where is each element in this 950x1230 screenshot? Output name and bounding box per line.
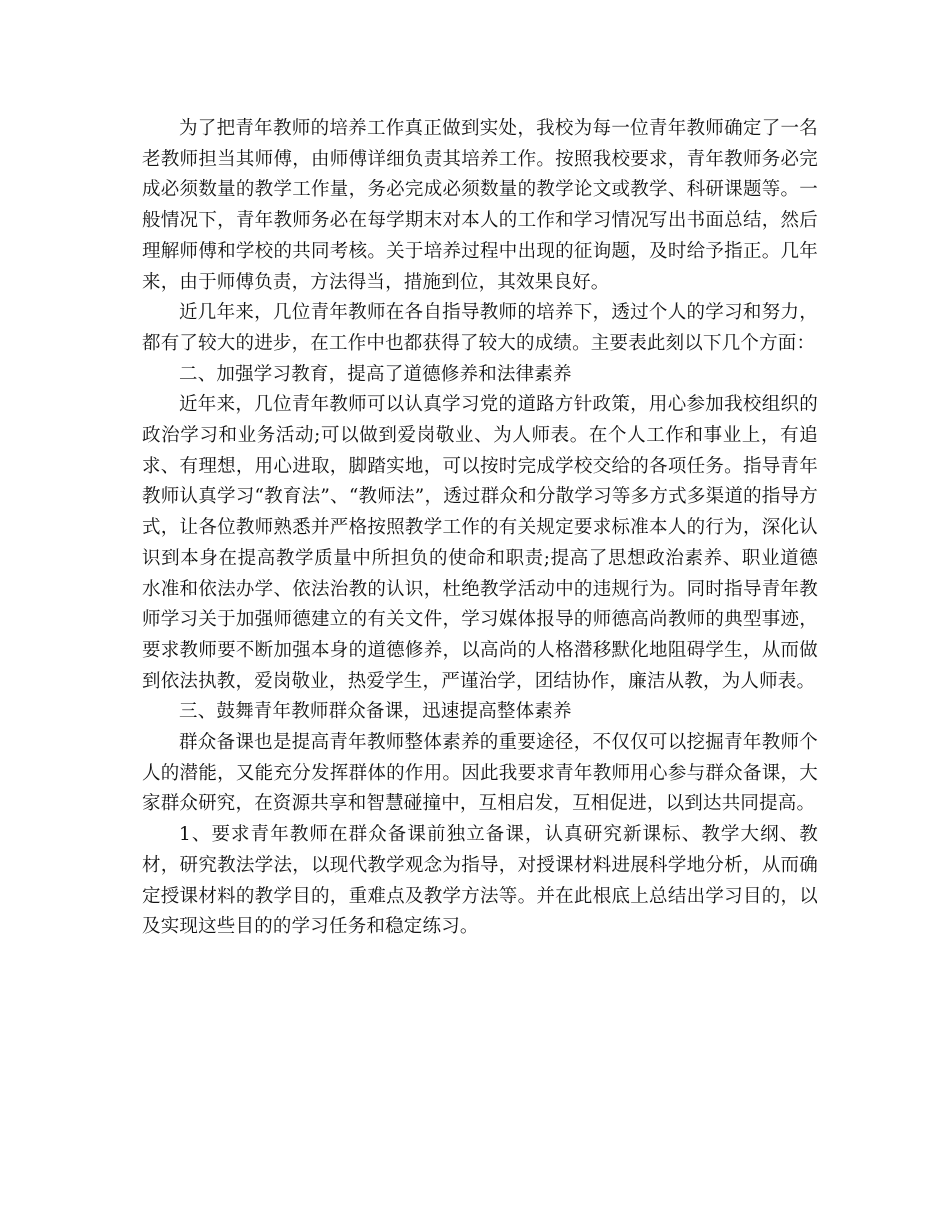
section-heading-2: 二、加强学习教育，提高了道德修养和法律素养 <box>179 363 572 385</box>
section-heading-3: 三、鼓舞青年教师群众备课，迅速提高整体素养 <box>179 701 572 723</box>
document-body <box>142 114 818 943</box>
paragraph-independent-prep: 1、要求青年教师在群众备课前独立备课，认真研究新课标、教学大纲、教材，研究教法学法，以现代教学观念为指导，对授课材料进展科学地分析，从而确定授课材料的教学目的，重难点及教学方法等。并在此根底上总结出学习目的，以及实现这些目的的学习任务和稳定练习。 <box>142 824 818 938</box>
paragraph-group-lesson-prep: 群众备课也是提高青年教师整体素养的重要途径，不仅仅可以挖掘青年教师个人的潜能，又能充分发挥群体的作用。因此我要求青年教师用心参与群众备课，大家群众研究，在资源共享和智慧碰撞中，互相启发，互相促进，以到达共同提高。 <box>142 732 818 815</box>
paragraph-moral-education: 近年来，几位青年教师可以认真学习党的道路方针政策，用心参加我校组织的政治学习和业务活动;可以做到爱岗敬业、为人师表。在个人工作和事业上，有追求、有理想，用心进取，脚踏实地，可以按时完成学校交给的各项任务。指导青年教师认真学习“教育法”、“教师法”，透过群众和分散学习等多方式多渠道的指导方式，让各位教师熟悉并严格按照教学工作的有关规定要求标准本人的行为，深化认识到本身在提高教学质量中所担负的使命和职责;提高了思想政治素养、职业道德水准和依法办学、依法治教的认识，杜绝教学活动中的违规行为。同时指导青年教师学习关于加强师德建立的有关文件，学习媒体报导的师德高尚教师的典型事迹，要求教师要不断加强本身的道德修养，以高尚的人格潜移默化地阻碍学生，从而做到依法执教，爱岗敬业，热爱学生，严谨治学，团结协作，廉洁从教，为人师表。 <box>142 394 818 692</box>
paragraph-teacher-training: 为了把青年教师的培养工作真正做到实处，我校为每一位青年教师确定了一名老教师担当其师傅，由师傅详细负责其培养工作。按照我校要求，青年教师务必完成必须数量的教学工作量，务必完成必须数量的教学论文或教学、科研课题等。一般情况下，青年教师务必在每学期末对本人的工作和学习情况写出书面总结，然后理解师傅和学校的共同考核。关于培养过程中出现的征询题，及时给予指正。几年来，由于师傅负责，方法得当，措施到位，其效果良好。 <box>142 118 818 293</box>
paragraph-achievements-intro: 近几年来，几位青年教师在各自指导教师的培养下，透过个人的学习和努力，都有了较大的进步，在工作中也都获得了较大的成绩。主要表此刻以下几个方面： <box>142 302 818 354</box>
